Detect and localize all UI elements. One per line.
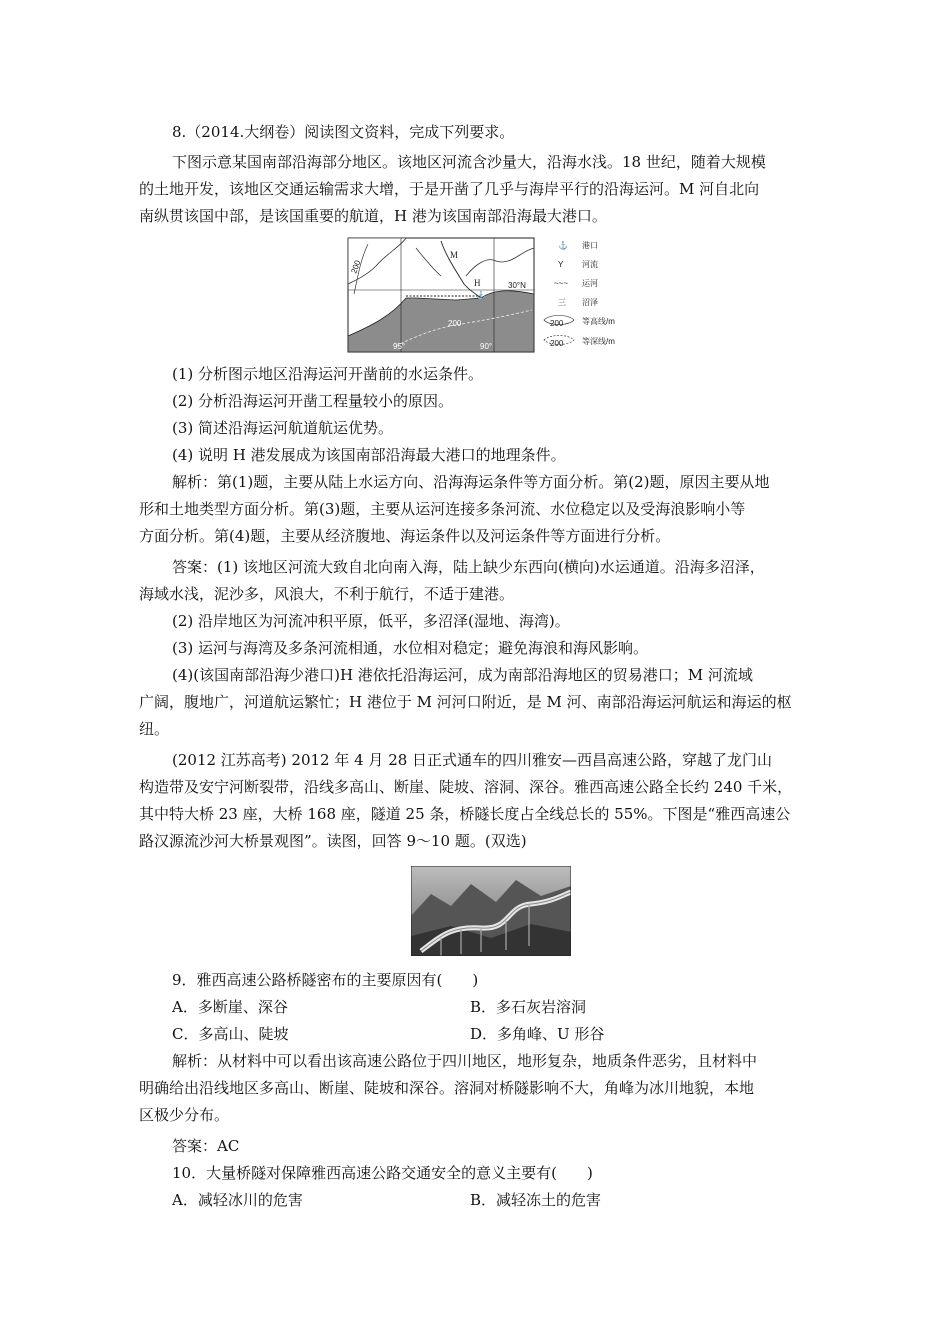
label-m: M <box>450 250 459 260</box>
option-a: A．多断崖、深谷 <box>172 998 288 1016</box>
legend-symbol-isobath: 200 <box>550 339 564 348</box>
answer-line: 纽。 <box>139 720 170 738</box>
option-a: A．减轻冰川的危害 <box>172 1191 303 1209</box>
option-b: B．减轻冻土的危害 <box>470 1191 602 1209</box>
coastal-map-figure <box>346 236 636 356</box>
port-icon: ⚓ <box>476 291 486 300</box>
answer-line: 答案：AC <box>172 1137 240 1155</box>
label-h: H <box>474 278 481 288</box>
label-90: 90° <box>480 342 493 351</box>
material-line: (2012 江苏高考) 2012 年 4 月 28 日正式通车的四川雅安—西昌高速公路，穿越了龙门山 <box>172 751 773 769</box>
question-10-stem: 10．大量桥隧对保障雅西高速公路交通安全的意义主要有( ) <box>172 1164 593 1182</box>
option-d: D．多角峰、U 形谷 <box>470 1025 605 1043</box>
legend-symbol-contour: 200 <box>550 319 564 328</box>
label-contour-200: 200 <box>349 259 363 275</box>
analysis-line: 解析：第(1)题，主要从陆上水运方向、沿海海运条件等方面分析。第(2)题，原因主要从地 <box>172 473 770 491</box>
intro-line: 南纵贯该国中部，是该国重要的航道，H 港为该国南部沿海最大港口。 <box>139 207 607 225</box>
legend-symbol-swamp: 三 <box>558 298 566 307</box>
answer-line: (2) 沿岸地区为河流冲积平原，低平，多沼泽(湿地、海湾)。 <box>172 612 570 630</box>
analysis-line: 明确给出沿线地区多高山、断崖、陡坡和深谷。溶洞对桥隧影响不大，角峰为冰川地貌，本地 <box>139 1079 755 1097</box>
label-30n: 30°N <box>508 281 526 290</box>
analysis-line: 形和土地类型方面分析。第(3)题，主要从运河连接多条河流、水位稳定以及受海浪影响小等 <box>139 500 746 518</box>
legend-symbol-port: ⚓ <box>558 241 568 250</box>
label-95: 95° <box>393 342 406 351</box>
answer-line: 海域水浅，泥沙多，风浪大，不利于航行，不适于建港。 <box>139 585 515 603</box>
intro-line: 下图示意某国南部沿海部分地区。该地区河流含沙量大，沿海水浅。18 世纪，随着大规模 <box>172 153 766 171</box>
question-9-stem: 9．雅西高速公路桥隧密布的主要原因有( ) <box>172 971 479 989</box>
option-c: C．多高山、陡坡 <box>172 1025 289 1043</box>
question-8-header: 8.（2014.大纲卷）阅读图文资料，完成下列要求。 <box>172 123 515 141</box>
legend-text-canal: 运河 <box>582 279 598 288</box>
analysis-line: 解析：从材料中可以看出该高速公路位于四川地区，地形复杂，地质条件恶劣，且材料中 <box>172 1052 758 1070</box>
sub-question: (3) 简述沿海运河航道航运优势。 <box>172 419 394 437</box>
material-line: 构造带及安宁河断裂带，沿线多高山、断崖、陡坡、溶洞、深谷。雅西高速公路全长约 240 千米， <box>139 778 793 796</box>
legend-text-isobath: 等深线/m <box>582 337 615 346</box>
legend-symbol-canal: ~~~ <box>554 279 569 288</box>
material-line: 其中特大桥 23 座，大桥 168 座，隧道 25 条，桥隧长度占全线总长的 55%。下图是“雅西高速公 <box>139 805 791 823</box>
legend-text-contour: 等高线/m <box>582 317 615 326</box>
legend-text-swamp: 沼泽 <box>582 298 598 307</box>
answer-line: (3) 运河与海湾及多条河流相通，水位相对稳定；避免海浪和海风影响。 <box>172 639 649 657</box>
material-line: 路汉源流沙河大桥景观图”。读图，回答 9～10 题。(双选) <box>139 832 527 850</box>
legend-text-port: 港口 <box>582 241 598 250</box>
map-legend <box>544 240 615 348</box>
label-isobath-200: 200 <box>448 319 462 328</box>
analysis-line: 区极少分布。 <box>139 1106 230 1124</box>
bridge-landscape-photo <box>411 866 571 956</box>
answer-line: 答案：(1) 该地区河流大致自北向南入海，陆上缺少东西向(横向)水运通道。沿海多沼泽， <box>172 558 765 576</box>
sub-question: (4) 说明 H 港发展成为该国南部沿海最大港口的地理条件。 <box>172 446 566 464</box>
option-b: B．多石灰岩溶洞 <box>470 998 587 1016</box>
legend-text-river: 河流 <box>582 260 598 269</box>
analysis-line: 方面分析。第(4)题，主要从经济腹地、海运条件以及河运条件等方面进行分析。 <box>139 527 671 545</box>
intro-line: 的土地开发，该地区交通运输需求大增，于是开凿了几乎与海岸平行的沿海运河。M 河自北向 <box>139 180 760 198</box>
sub-question: (2) 分析沿海运河开凿工程量较小的原因。 <box>172 392 454 410</box>
answer-line: (4)(该国南部沿海少港口)H 港依托沿海运河，成为南部沿海地区的贸易港口；M 河流域 <box>172 666 753 684</box>
answer-line: 广阔，腹地广，河道航运繁忙；H 港位于 M 河河口附近，是 M 河、南部沿海运河航运和海运的枢 <box>139 693 792 711</box>
sub-question: (1) 分析图示地区沿海运河开凿前的水运条件。 <box>172 365 484 383</box>
legend-symbol-river: Y <box>558 260 564 269</box>
